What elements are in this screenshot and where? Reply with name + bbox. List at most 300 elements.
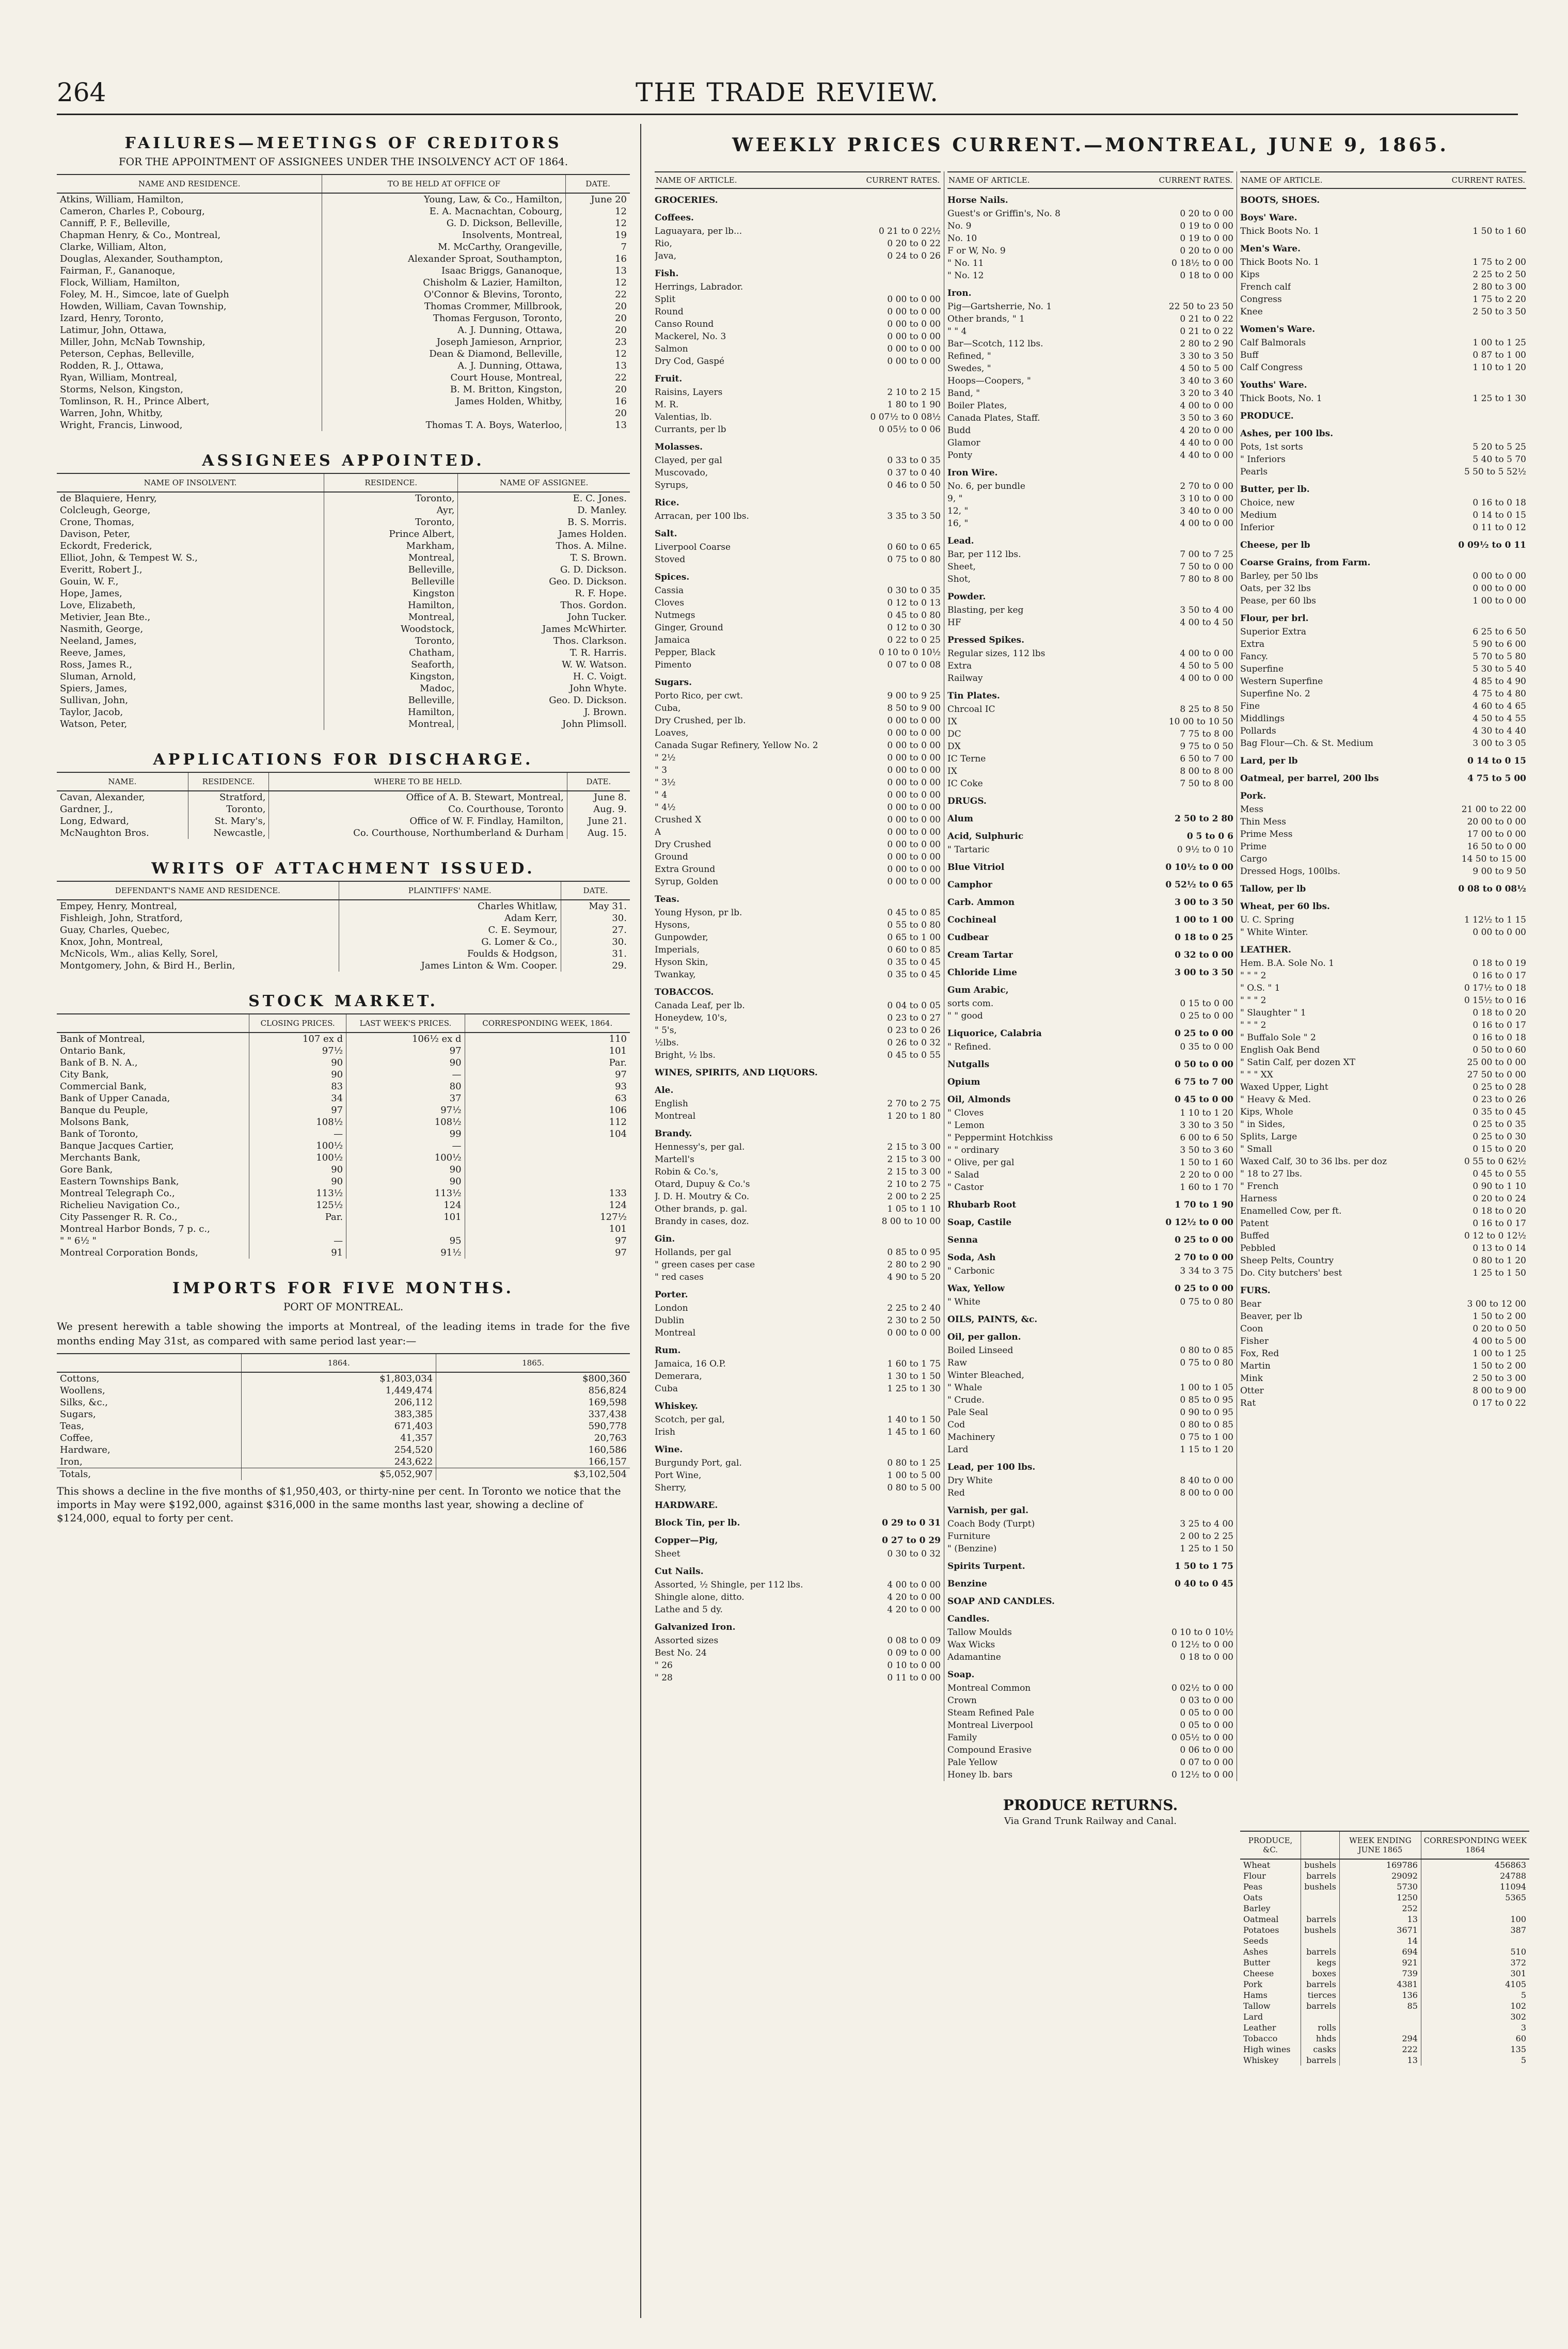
price-item <box>655 907 941 919</box>
table-cell: Toronto, <box>324 516 458 528</box>
price-item <box>947 1732 1233 1744</box>
price-item <box>655 1383 941 1395</box>
price-item <box>947 1651 1233 1663</box>
article-name: Furniture <box>947 1531 991 1542</box>
table-cell: 101 <box>346 1211 465 1223</box>
article-name: Otard, Dupuy & Co.'s <box>655 1179 750 1189</box>
price-item <box>947 350 1233 362</box>
price-item <box>947 753 1233 765</box>
column-header: NAME OF INSOLVENT. <box>57 473 324 492</box>
table-cell: Watson, Peter, <box>60 719 128 729</box>
table-cell: $800,360 <box>436 1372 630 1385</box>
article-name: Sheep Pelts, Country <box>1240 1256 1334 1266</box>
price-item <box>1240 957 1526 970</box>
article-rate: 0 65 to 1 00 <box>887 932 941 943</box>
table-cell: Toronto, <box>324 492 458 504</box>
article-rate: 0 26 to 0 32 <box>887 1038 941 1048</box>
article-name: ½lbs. <box>655 1038 679 1048</box>
table-cell: Banque du Peuple, <box>60 1105 149 1116</box>
stock-section <box>57 992 630 1259</box>
price-item <box>947 232 1233 245</box>
price-item <box>947 1682 1233 1694</box>
article-rate: 3 50 to 3 60 <box>1180 1145 1233 1155</box>
article-name: Oats, per 32 lbs <box>1240 583 1311 594</box>
table-cell: 16 <box>566 253 630 265</box>
assignees-title: ASSIGNEES APPOINTED. <box>202 452 485 470</box>
article-name: Blasting, per keg <box>947 605 1024 615</box>
article-rate: 0 35 to 0 00 <box>1180 1042 1233 1052</box>
article-rate: 0 9½ to 0 10 <box>1177 845 1233 855</box>
price-item <box>947 1419 1233 1431</box>
article-rate: 0 00 to 0 00 <box>887 294 941 305</box>
produce-returns-subtitle: Via Grand Trunk Railway and Canal. <box>1004 1816 1177 1827</box>
header-name-label: NAME OF ARTICLE. <box>656 176 737 185</box>
article-rate: 0 18½ to 0 00 <box>1171 258 1233 268</box>
price-item <box>947 716 1233 728</box>
price-item <box>1240 712 1526 725</box>
price-item <box>655 956 941 969</box>
price-item <box>1240 853 1526 865</box>
price-item <box>1240 1143 1526 1155</box>
price-category <box>947 1613 1233 1625</box>
price-category <box>947 1058 1233 1071</box>
article-name: Mackerel, No. 3 <box>655 331 726 342</box>
table-row <box>57 217 630 229</box>
article-name: Oil, Almonds <box>947 1094 1011 1105</box>
price-item <box>655 876 941 888</box>
article-rate: 4 20 to 0 00 <box>887 1592 941 1602</box>
article-name: Cod <box>947 1420 965 1430</box>
table-row <box>57 324 630 336</box>
price-category <box>947 1461 1233 1473</box>
article-rate: 0 29 to 0 31 <box>882 1518 941 1528</box>
table-cell: Thomas Crommer, Millbrook, <box>322 300 566 312</box>
article-name: Salt. <box>655 529 677 539</box>
price-item <box>655 597 941 609</box>
article-name: Refined, " <box>947 351 991 361</box>
article-name: Thick Boots, No. 1 <box>1240 393 1322 404</box>
article-name: Waxed Calf, 30 to 36 lbs. per doz <box>1240 1156 1387 1167</box>
price-category <box>947 634 1233 646</box>
table-row <box>57 1420 630 1432</box>
article-name: Pebbled <box>1240 1243 1276 1253</box>
table-cell: 91 <box>249 1247 346 1259</box>
table-cell: Totals, <box>57 1468 242 1481</box>
article-rate: 1 00 to 5 00 <box>887 1470 941 1481</box>
article-rate: 0 03 to 0 00 <box>1180 1695 1233 1706</box>
table-cell: Taylor, Jacob, <box>60 707 123 718</box>
article-rate: 3 40 to 3 60 <box>1180 376 1233 386</box>
price-item <box>655 919 941 931</box>
article-rate: 0 85 to 0 95 <box>1180 1395 1233 1405</box>
article-rate: 0 87 to 1 00 <box>1472 350 1526 360</box>
article-rate: 1 75 to 2 20 <box>1472 294 1526 305</box>
table-cell: 20 <box>566 324 630 336</box>
article-name: Honeydew, 10's, <box>655 1013 727 1023</box>
article-rate: 0 13 to 0 14 <box>1472 1243 1526 1253</box>
article-rate: 6 25 to 6 50 <box>1472 627 1526 637</box>
article-rate: 17 00 to 0 00 <box>1467 829 1526 839</box>
table-cell: Co. Courthouse, Northumberland & Durham <box>269 827 567 839</box>
article-name: Iron. <box>947 288 972 298</box>
article-name: Extra <box>1240 639 1265 649</box>
price-item <box>1240 1168 1526 1180</box>
article-name: Porter. <box>655 1290 688 1300</box>
article-name: 9, " <box>947 494 963 504</box>
table-cell: 921 <box>1339 1957 1421 1968</box>
table-cell: Alexander Sproat, Southampton, <box>322 253 566 265</box>
article-name: " Olive, per gal <box>947 1157 1015 1168</box>
price-item <box>1240 1118 1526 1131</box>
table-row <box>1240 1925 1529 1935</box>
table-cell: St. Mary's, <box>188 815 269 827</box>
article-name: Prime Mess <box>1240 829 1293 839</box>
table-cell: Montreal Corporation Bonds, <box>60 1247 198 1258</box>
table-cell: O'Connor & Blevins, Toronto, <box>322 289 566 300</box>
table-cell: A. J. Dunning, Ottawa, <box>322 324 566 336</box>
table-cell: D. Manley. <box>458 504 630 516</box>
price-item <box>947 573 1233 585</box>
article-name: Adamantine <box>947 1652 1001 1662</box>
table-cell: Belleville, <box>324 694 458 706</box>
table-row <box>57 360 630 372</box>
price-category <box>655 1534 941 1547</box>
article-name: HF <box>947 617 961 628</box>
article-name: Cudbear <box>947 932 989 943</box>
article-name: Winter Bleached, <box>947 1370 1024 1380</box>
price-category <box>655 528 941 540</box>
price-item <box>1240 1044 1526 1056</box>
table-cell: Sluman, Arnold, <box>60 671 136 682</box>
table-cell: Reeve, James, <box>60 647 126 658</box>
price-item <box>1240 828 1526 840</box>
price-item <box>947 1296 1233 1308</box>
table-cell: High wines <box>1243 2044 1291 2054</box>
table-cell: 222 <box>1339 2044 1421 2055</box>
article-rate: 0 18 to 0 25 <box>1175 932 1233 943</box>
article-rate: 4 00 to 0 00 <box>1180 518 1233 529</box>
article-name: Scotch, per gal, <box>655 1415 725 1425</box>
price-item <box>655 1426 941 1438</box>
table-cell: E. A. Macnachtan, Cobourg, <box>322 205 566 217</box>
article-rate: 2 00 to 2 25 <box>1180 1531 1233 1542</box>
table-header-row <box>57 473 630 492</box>
table-cell: Joseph Jamieson, Arnprior, <box>322 336 566 348</box>
article-rate: 14 50 to 15 00 <box>1461 854 1526 864</box>
table-cell: 243,622 <box>242 1456 436 1468</box>
article-name: " Whale <box>947 1383 983 1393</box>
price-item <box>947 387 1233 400</box>
table-cell: G. Lomer & Co., <box>339 936 561 948</box>
column-header: NAME OF ASSIGNEE. <box>458 473 630 492</box>
table-cell: 100½ <box>346 1152 465 1164</box>
article-name: Dublin <box>655 1315 685 1326</box>
table-cell: 125½ <box>249 1199 346 1211</box>
article-name: Prime <box>1240 842 1267 852</box>
table-cell: 100½ <box>249 1152 346 1164</box>
article-rate: 0 37 to 0 40 <box>887 468 941 478</box>
article-rate: 1 15 to 1 20 <box>1180 1445 1233 1455</box>
article-rate: 0 33 to 0 35 <box>887 455 941 466</box>
article-name: Buff <box>1240 350 1259 360</box>
table-row <box>57 289 630 300</box>
price-category <box>947 1199 1233 1211</box>
article-name: WINES, SPIRITS, AND LIQUORS. <box>655 1068 818 1078</box>
price-item <box>655 1579 941 1591</box>
stock-table <box>57 1013 630 1259</box>
article-rate: 0 45 to 0 85 <box>887 908 941 918</box>
table-cell: G. D. Dickson. <box>458 564 630 576</box>
table-cell: John Whyte. <box>458 683 630 694</box>
article-name: Enamelled Cow, per ft. <box>1240 1206 1342 1216</box>
table-cell: barrels <box>1301 1870 1340 1881</box>
article-name: " " good <box>947 1011 983 1021</box>
produce-returns-title: PRODUCE RETURNS. <box>1003 1797 1178 1814</box>
article-name: sorts com. <box>947 998 994 1009</box>
article-rate: 0 07½ to 0 08½ <box>870 412 941 422</box>
price-item <box>947 1694 1233 1707</box>
article-name: Carb. Ammon <box>947 897 1015 908</box>
article-name: Ashes, per 100 lbs. <box>1240 428 1334 439</box>
table-cell: Office of W. F. Findlay, Hamilton, <box>269 815 567 827</box>
table-row <box>57 706 630 718</box>
price-item <box>947 1626 1233 1639</box>
article-name: Superfine <box>1240 664 1284 674</box>
table-cell: Miller, John, McNab Township, <box>60 337 205 347</box>
price-item <box>1240 256 1526 268</box>
price-item <box>1240 663 1526 675</box>
article-name: Barley, per 50 lbs <box>1240 571 1318 581</box>
price-item <box>655 386 941 399</box>
article-rate: 0 5 to 0 6 <box>1186 831 1233 842</box>
table-cell: Crone, Thomas, <box>60 517 135 528</box>
price-item <box>655 764 941 776</box>
article-name: Men's Ware. <box>1240 244 1301 254</box>
table-cell: 12 <box>566 348 630 360</box>
article-name: Pease, per 60 lbs <box>1240 596 1317 606</box>
article-name: Raw <box>947 1358 967 1368</box>
article-name: Guest's or Griffin's, No. 8 <box>947 209 1060 219</box>
table-cell: 169786 <box>1339 1859 1421 1870</box>
price-category <box>1240 772 1526 785</box>
price-item <box>947 437 1233 449</box>
table-cell <box>1421 1903 1529 1914</box>
article-rate: 0 00 to 0 00 <box>887 777 941 788</box>
table-cell: Empey, Henry, Montreal, <box>60 901 177 912</box>
table-row <box>57 528 630 540</box>
article-rate: 0 75 to 0 80 <box>1180 1358 1233 1368</box>
article-name: HARDWARE. <box>655 1500 718 1511</box>
price-item <box>655 1634 941 1647</box>
table-cell: Gardner, J., <box>60 804 113 815</box>
article-rate: 0 25 to 0 30 <box>1472 1132 1526 1142</box>
article-name: Rice. <box>655 498 679 508</box>
table-row <box>57 1057 630 1069</box>
price-item <box>947 777 1233 790</box>
article-rate: 4 20 to 0 00 <box>887 1605 941 1615</box>
price-item <box>1240 1093 1526 1106</box>
table-cell: 4381 <box>1339 1979 1421 1990</box>
article-rate: 3 50 to 3 60 <box>1180 413 1233 423</box>
table-row <box>1240 1968 1529 1979</box>
article-rate: 2 10 to 2 15 <box>887 387 941 398</box>
price-item <box>655 789 941 801</box>
article-name: DC <box>947 729 961 739</box>
table-cell: M. McCarthy, Orangeville, <box>322 241 566 253</box>
article-name: Fancy. <box>1240 652 1268 662</box>
table-cell: 14 <box>1339 1935 1421 1946</box>
price-item <box>947 1530 1233 1543</box>
article-name: Iron Wire. <box>947 468 998 478</box>
article-rate: 0 18 to 0 20 <box>1472 1008 1526 1018</box>
price-item <box>1240 675 1526 688</box>
table-cell: 85 <box>1339 2001 1421 2011</box>
article-name: Copper—Pig, <box>655 1535 718 1546</box>
table-cell: B. S. Morris. <box>458 516 630 528</box>
paper-title: THE TRADE REVIEW. <box>636 77 939 107</box>
article-rate: 3 00 to 3 50 <box>1175 967 1233 978</box>
produce-returns-table <box>1240 1831 1529 2066</box>
table-cell: 160,586 <box>436 1444 630 1456</box>
column-header: TO BE HELD AT OFFICE OF <box>322 174 566 193</box>
article-name: " 18 to 27 lbs. <box>1240 1169 1303 1179</box>
article-rate: 0 00 to 0 00 <box>1472 571 1526 581</box>
article-name: Boiler Plates, <box>947 401 1007 411</box>
price-item <box>1240 1081 1526 1093</box>
table-row <box>57 936 630 948</box>
article-rate: 2 30 to 2 50 <box>887 1315 941 1326</box>
table-cell: 20 <box>566 312 630 324</box>
column-header <box>57 1014 249 1033</box>
table-row <box>57 229 630 241</box>
article-name: Nutgalls <box>947 1059 990 1070</box>
article-name: Blue Vitriol <box>947 862 1005 872</box>
prices-column <box>1237 171 1529 1781</box>
article-rate: 0 05½ to 0 00 <box>1171 1733 1233 1743</box>
table-cell <box>346 1223 465 1235</box>
article-rate: 0 16 to 0 17 <box>1472 1218 1526 1229</box>
table-cell: 135 <box>1421 2044 1529 2055</box>
table-cell: Howden, William, Cavan Township, <box>60 301 227 312</box>
table-cell: Montreal, <box>324 611 458 623</box>
article-rate: 6 00 to 6 50 <box>1180 1133 1233 1143</box>
article-name: Hyson Skin, <box>655 957 708 967</box>
article-name: Cassia <box>655 585 684 596</box>
article-name: Thick Boots No. 1 <box>1240 226 1320 236</box>
article-name: Spices. <box>655 572 690 582</box>
article-name: Rio, <box>655 239 672 249</box>
column-header: CLOSING PRICES. <box>249 1014 346 1033</box>
table-cell: barrels <box>1301 1979 1340 1990</box>
price-item <box>655 1215 941 1228</box>
article-name: Liverpool Coarse <box>655 542 731 552</box>
article-name: Powder. <box>947 592 986 602</box>
price-item <box>655 727 941 739</box>
table-row <box>57 1187 630 1199</box>
table-row <box>57 253 630 265</box>
table-cell: City Bank, <box>60 1069 109 1080</box>
price-category <box>947 1331 1233 1343</box>
article-rate: 1 40 to 1 50 <box>887 1415 941 1425</box>
article-name: Sheet <box>655 1549 680 1559</box>
article-rate: 0 15½ to 0 16 <box>1464 995 1526 1006</box>
price-item <box>1240 816 1526 828</box>
article-rate: 0 24 to 0 26 <box>887 251 941 261</box>
article-name: Middlings <box>1240 713 1285 724</box>
table-cell: Tallow <box>1243 2001 1271 2011</box>
price-item <box>655 553 941 566</box>
article-name: Young Hyson, pr lb. <box>655 908 742 918</box>
table-row <box>57 900 630 912</box>
table-cell <box>249 1223 346 1235</box>
table-cell: barrels <box>1301 2055 1340 2066</box>
article-name: No. 6, per bundle <box>947 481 1025 491</box>
article-rate: 0 15 to 0 00 <box>1180 998 1233 1009</box>
price-category <box>947 879 1233 891</box>
article-name: " Lemon <box>947 1120 985 1131</box>
table-cell: Canniff, P. F., Belleville, <box>60 218 170 229</box>
article-name: Compound Erasive <box>947 1745 1032 1755</box>
article-name: Best No. 24 <box>655 1648 707 1658</box>
table-cell: 24788 <box>1421 1870 1529 1881</box>
price-category <box>947 1578 1233 1590</box>
table-cell: hhds <box>1301 2033 1340 2044</box>
price-item <box>1240 281 1526 293</box>
article-name: Extra Ground <box>655 864 716 875</box>
table-cell <box>1301 1903 1340 1914</box>
price-item <box>1240 306 1526 318</box>
article-rate: 0 12 to 0 13 <box>887 598 941 608</box>
article-rate: 0 15 to 0 20 <box>1472 1144 1526 1154</box>
price-item <box>1240 865 1526 878</box>
column-header: DEFENDANT'S NAME AND RESIDENCE. <box>57 881 339 900</box>
article-rate: 0 22 to 0 25 <box>887 635 941 645</box>
price-item <box>655 1259 941 1271</box>
column-header: CORRESPONDING WEEK 1864 <box>1421 1831 1529 1859</box>
price-item <box>947 561 1233 573</box>
table-cell: 37 <box>346 1092 465 1104</box>
article-rate: 3 30 to 3 50 <box>1180 351 1233 361</box>
price-item <box>947 548 1233 561</box>
article-rate: 1 50 to 1 60 <box>1180 1157 1233 1168</box>
article-rate: 9 00 to 9 50 <box>1472 866 1526 877</box>
price-item <box>947 257 1233 269</box>
article-name: Shingle alone, ditto. <box>655 1592 745 1602</box>
table-header-row <box>1240 1831 1529 1859</box>
article-name: London <box>655 1303 688 1313</box>
article-name: Sherry, <box>655 1483 687 1493</box>
price-category <box>947 1093 1233 1106</box>
article-name: Hoops—Coopers, " <box>947 376 1031 386</box>
price-category <box>947 966 1233 979</box>
article-rate: 0 45 to 0 00 <box>1175 1094 1233 1105</box>
price-item <box>1240 1205 1526 1217</box>
table-cell: 590,778 <box>436 1420 630 1432</box>
price-item <box>1240 1310 1526 1323</box>
table-cell: 97 <box>465 1235 630 1247</box>
table-row <box>57 336 630 348</box>
table-cell: Seeds <box>1243 1936 1269 1946</box>
price-item <box>947 1543 1233 1555</box>
price-item <box>947 412 1233 424</box>
table-row <box>57 504 630 516</box>
article-rate: 0 16 to 0 17 <box>1472 971 1526 981</box>
article-rate: 0 00 to 0 00 <box>887 753 941 763</box>
price-item <box>947 313 1233 325</box>
price-category <box>947 830 1233 843</box>
table-cell: Douglas, Alexander, Southampton, <box>60 253 223 264</box>
article-rate: 4 90 to 5 20 <box>887 1272 941 1282</box>
